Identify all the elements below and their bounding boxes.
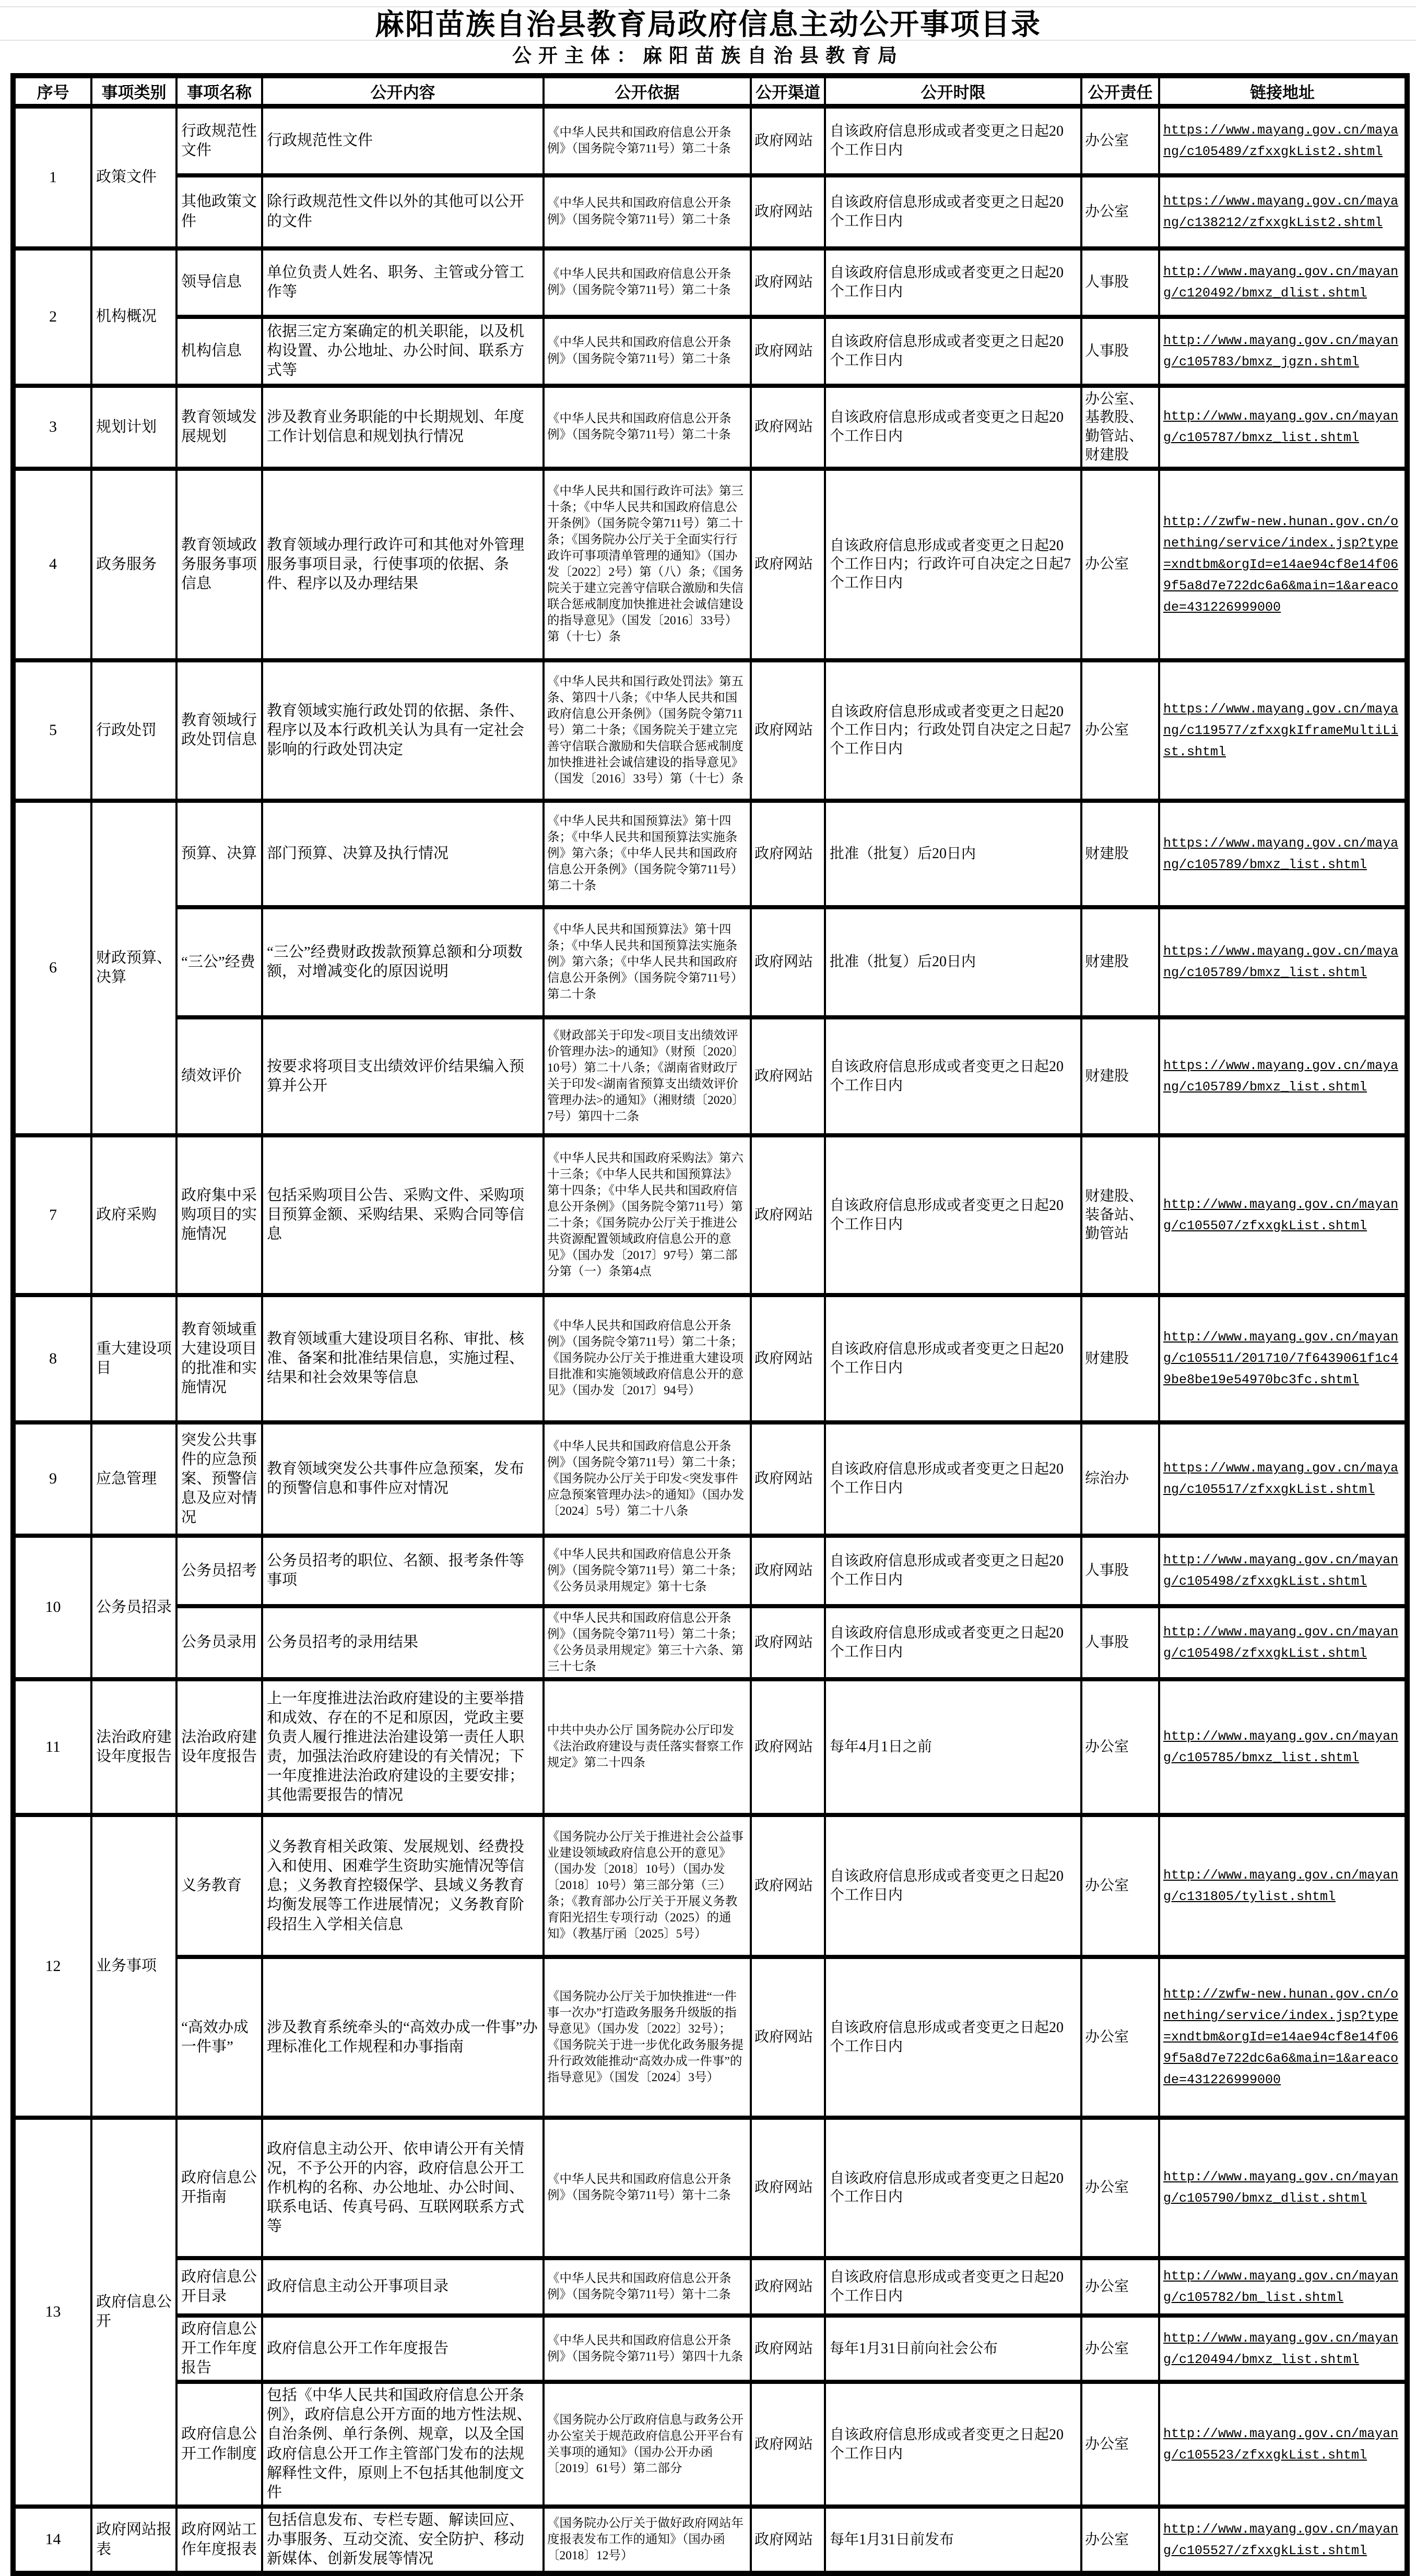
cell-channel: 政府网站: [751, 1536, 825, 1606]
cell-basis: 《中华人民共和国政府信息公开条例》（国务院令第711号）第二十条；《国务院办公厅关于印发<突发事件应急预案管理办法>的通知》（国办发〔2024〕5号）第二十八条: [544, 1422, 751, 1536]
link-url[interactable]: http://www.mayang.gov.cn/mayang/c105782/bm_list.shtml: [1163, 2268, 1399, 2305]
cell-content: 单位负责人姓名、职务、主管或分管工作等: [262, 248, 544, 317]
cell-item-name: 绩效评价: [176, 1017, 262, 1135]
table-row: [13, 175, 1407, 248]
cell-basis: 《国务院办公厅政府信息与政务公开办公室关于规范政府信息公开平台有关事项的通知》（国办公开办函〔2019〕61号）第二部分: [544, 2382, 751, 2507]
table-row: [13, 2316, 1407, 2382]
cell-deadline: 自该政府信息形成或者变更之日起20个工作日内: [825, 1815, 1081, 1957]
cell-item-name: “三公”经费: [176, 907, 262, 1017]
cell-content: 按要求将项目支出绩效评价结果编入预算并公开: [262, 1017, 544, 1135]
cell-channel: 政府网站: [751, 386, 825, 469]
cell-item-name: 机构信息: [176, 317, 262, 386]
cell-basis: 《国务院办公厅关于推进社会公益事业建设领域政府信息公开的意见》（国办发〔2018〕10号）（国办发〔2018〕10号）第三部分第（三）条；《教育部办公厅关于开展义务教育阳光招生专项行动（2025）的通知》（教基厅函〔2025〕5号）: [544, 1815, 751, 1957]
cell-item-name: 行政规范性文件: [176, 106, 262, 175]
cell-deadline: 自该政府信息形成或者变更之日起20个工作日内: [825, 2382, 1081, 2507]
table-row: [13, 660, 1407, 801]
link-url[interactable]: http://www.mayang.gov.cn/mayang/c105783/bmxz_jgzn.shtml: [1163, 333, 1399, 370]
link-url[interactable]: http://www.mayang.gov.cn/mayang/c105511/201710/7f6439061f1c49be8be19e54970bc3fc.shtml: [1163, 1329, 1399, 1388]
cell-item-name: 政府网站工作年度报表: [176, 2507, 262, 2573]
cell-category: 政府采购: [91, 1135, 176, 1295]
cell-deadline: 自该政府信息形成或者变更之日起20个工作日内；行政处罚自决定之日起7个工作日内: [825, 660, 1081, 801]
cell-content: 公务员招考的职位、名额、报考条件等事项: [262, 1536, 544, 1606]
cell-basis: 《中华人民共和国预算法》第十四条；《中华人民共和国预算法实施条例》第六条；《中华人民共和国政府信息公开条例》（国务院令第711号）第二十条: [544, 907, 751, 1017]
cell-responsible: 财建股: [1081, 1017, 1159, 1135]
cell-responsible: 人事股: [1081, 317, 1159, 386]
cell-content: 涉及教育系统牵头的“高效办成一件事”办理标准化工作规程和办事指南: [262, 1957, 544, 2118]
cell-link: [1159, 106, 1407, 175]
cell-channel: 政府网站: [751, 175, 825, 248]
cell-deadline: 自该政府信息形成或者变更之日起20个工作日内: [825, 1017, 1081, 1135]
cell-content: 政府信息主动公开、依申请公开有关情况，不予公开的内容，政府信息公开工作机构的名称、办公地址、办公时间、联系电话、传真号码、互联网联系方式等: [262, 2118, 544, 2258]
link-url[interactable]: https://www.mayang.gov.cn/mayang/c138212/zfxxgkList2.shtml: [1163, 193, 1399, 230]
cell-serial: 10: [13, 1536, 91, 1679]
cell-link: [1159, 1422, 1407, 1536]
link-url[interactable]: https://www.mayang.gov.cn/mayang/c105789/bmxz_list.shtml: [1163, 944, 1399, 981]
cell-link: [1159, 1536, 1407, 1606]
table-row: [13, 386, 1407, 469]
col-header-deadline: 公开时限: [825, 76, 1081, 106]
cell-basis: 《国务院办公厅关于做好政府网站年度报表发布工作的通知》（国办函〔2018〕12号）: [544, 2507, 751, 2573]
col-header-item-name: 事项名称: [176, 76, 262, 106]
cell-deadline: 自该政府信息形成或者变更之日起20个工作日内: [825, 1606, 1081, 1679]
cell-item-name: 政府信息公开工作制度: [176, 2382, 262, 2507]
table-row: [13, 2382, 1407, 2507]
cell-item-name: 突发公共事件的应急预案、预警信息及应对情况: [176, 1422, 262, 1536]
cell-serial: 1: [13, 106, 91, 248]
table-row: [13, 1295, 1407, 1422]
cell-responsible: 综治办: [1081, 1422, 1159, 1536]
cell-content: 政府信息公开工作年度报告: [262, 2316, 544, 2382]
cell-link: [1159, 317, 1407, 386]
document-header: [0, 0, 1416, 68]
cell-category: 重大建设项目: [91, 1295, 176, 1422]
table-row: [13, 907, 1407, 1017]
cell-link: [1159, 2507, 1407, 2573]
cell-channel: 政府网站: [751, 1017, 825, 1135]
table-row: [13, 1679, 1407, 1815]
cell-basis: 《中华人民共和国政府采购法》第六十三条；《中华人民共和国预算法》第十四条；《中华人民共和国政府信息公开条例》（国务院令第711号）第二十条；《国务院办公厅关于推进公共资源配置领域政府信息公开的意见》（国办发〔2017〕97号）第二部分第（一）条第4点: [544, 1135, 751, 1295]
cell-channel: 政府网站: [751, 2507, 825, 2573]
cell-responsible: 财建股: [1081, 1295, 1159, 1422]
link-url[interactable]: https://www.mayang.gov.cn/mayang/c105789/bmxz_list.shtml: [1163, 1058, 1399, 1095]
cell-basis: 《中华人民共和国政府信息公开条例》（国务院令第711号）第二十条: [544, 248, 751, 317]
cell-item-name: 预算、决算: [176, 801, 262, 907]
link-url[interactable]: http://www.mayang.gov.cn/mayang/c105787/bmxz_list.shtml: [1163, 409, 1399, 446]
cell-item-name: 教育领域重大建设项目的批准和实施情况: [176, 1295, 262, 1422]
table-row: [13, 1017, 1407, 1135]
cell-content: 义务教育相关政策、发展规划、经费投入和使用、困难学生资助实施情况等信息；义务教育控辍保学、县域义务教育均衡发展等工作进展情况；义务教育阶段招生入学相关信息: [262, 1815, 544, 1957]
cell-link: [1159, 1135, 1407, 1295]
table-row: [13, 2507, 1407, 2573]
table-row: [13, 2118, 1407, 2258]
cell-responsible: 人事股: [1081, 1536, 1159, 1606]
cell-responsible: 人事股: [1081, 1606, 1159, 1679]
disclosure-subject-subtitle: 公开主体：麻阳苗族自治县教育局: [512, 45, 904, 67]
cell-serial: 14: [13, 2507, 91, 2573]
cell-content: 教育领域重大建设项目名称、审批、核准、备案和批准结果信息，实施过程、结果和社会效果等信息: [262, 1295, 544, 1422]
cell-responsible: 办公室: [1081, 175, 1159, 248]
cell-basis: 《中华人民共和国政府信息公开条例》（国务院令第711号）第十二条: [544, 2118, 751, 2258]
cell-link: [1159, 1017, 1407, 1135]
link-url[interactable]: http://www.mayang.gov.cn/mayang/c105785/bmxz_list.shtml: [1163, 1728, 1399, 1765]
cell-content: 包括信息发布、专栏专题、解读回应、办事服务、互动交流、安全防护、移动新媒体、创新发展等情况: [262, 2507, 544, 2573]
cell-responsible: 办公室: [1081, 1815, 1159, 1957]
cell-serial: 8: [13, 1295, 91, 1422]
page-title: 麻阳苗族自治县教育局政府信息主动公开事项目录: [375, 8, 1041, 41]
cell-serial: 5: [13, 660, 91, 801]
col-header-category: 事项类别: [91, 76, 176, 106]
cell-link: [1159, 386, 1407, 469]
table-row: [13, 2258, 1407, 2316]
cell-basis: 中共中央办公厅 国务院办公厅印发《法治政府建设与责任落实督察工作规定》第二十四条: [544, 1679, 751, 1815]
cell-responsible: 办公室: [1081, 2507, 1159, 2573]
cell-item-name: “高效办成一件事”: [176, 1957, 262, 2118]
cell-content: 包括采购项目公告、采购文件、采购项目预算金额、采购结果、采购合同等信息: [262, 1135, 544, 1295]
cell-responsible: 办公室: [1081, 2118, 1159, 2258]
cell-channel: 政府网站: [751, 1135, 825, 1295]
table-row: [13, 469, 1407, 660]
cell-responsible: 办公室: [1081, 2258, 1159, 2316]
cell-link: [1159, 660, 1407, 801]
cell-category: 法治政府建设年度报告: [91, 1679, 176, 1815]
table-row: [13, 801, 1407, 907]
cell-channel: 政府网站: [751, 1815, 825, 1957]
cell-content: 教育领域办理行政许可和其他对外管理服务事项目录，行使事项的依据、条件、程序以及办理结果: [262, 469, 544, 660]
col-header-content: 公开内容: [262, 76, 544, 106]
cell-deadline: 批准（批复）后20日内: [825, 907, 1081, 1017]
cell-link: [1159, 2316, 1407, 2382]
cell-item-name: 领导信息: [176, 248, 262, 317]
cell-link: [1159, 2258, 1407, 2316]
cell-basis: 《中华人民共和国政府信息公开条例》（国务院令第711号）第二十条: [544, 386, 751, 469]
cell-serial: 11: [13, 1679, 91, 1815]
cell-channel: 政府网站: [751, 2316, 825, 2382]
cell-serial: 7: [13, 1135, 91, 1295]
cell-item-name: 政府信息公开目录: [176, 2258, 262, 2316]
cell-channel: 政府网站: [751, 1679, 825, 1815]
cell-deadline: 自该政府信息形成或者变更之日起20个工作日内；行政许可自决定之日起7个工作日内: [825, 469, 1081, 660]
col-header-serial: 序号: [13, 76, 91, 106]
cell-item-name: 政府集中采购项目的实施情况: [176, 1135, 262, 1295]
cell-deadline: 自该政府信息形成或者变更之日起20个工作日内: [825, 2258, 1081, 2316]
cell-deadline: 自该政府信息形成或者变更之日起20个工作日内: [825, 386, 1081, 469]
cell-channel: 政府网站: [751, 248, 825, 317]
cell-serial: 6: [13, 801, 91, 1135]
cell-channel: 政府网站: [751, 660, 825, 801]
cell-category: 政府信息公开: [91, 2118, 176, 2507]
cell-deadline: 自该政府信息形成或者变更之日起20个工作日内: [825, 1422, 1081, 1536]
cell-link: [1159, 801, 1407, 907]
link-url[interactable]: http://www.mayang.gov.cn/mayang/c105523/zfxxgkList.shtml: [1163, 2426, 1399, 2463]
cell-basis: 《中华人民共和国政府信息公开条例》（国务院令第711号）第十二条: [544, 2258, 751, 2316]
cell-responsible: 财建股: [1081, 907, 1159, 1017]
cell-channel: 政府网站: [751, 907, 825, 1017]
cell-link: [1159, 1815, 1407, 1957]
cell-category: 政府网站报表: [91, 2507, 176, 2573]
cell-responsible: 财建股: [1081, 801, 1159, 907]
cell-content: “三公”经费财政拨款预算总额和分项数额，对增减变化的原因说明: [262, 907, 544, 1017]
col-header-responsibility: 公开责任: [1081, 76, 1159, 106]
link-url[interactable]: https://www.mayang.gov.cn/mayang/c105789/bmxz_list.shtml: [1163, 835, 1399, 872]
link-url[interactable]: https://www.mayang.gov.cn/mayang/c119577/zfxxgkIframeMultiList.shtml: [1163, 701, 1399, 759]
table-row: [13, 1957, 1407, 2118]
cell-channel: 政府网站: [751, 1606, 825, 1679]
cell-content: 教育领域突发公共事件应急预案，发布的预警信息和事件应对情况: [262, 1422, 544, 1536]
cell-basis: 《中华人民共和国政府信息公开条例》（国务院令第711号）第四十九条: [544, 2316, 751, 2382]
cell-serial: 4: [13, 469, 91, 660]
cell-category: 机构概况: [91, 248, 176, 386]
cell-channel: 政府网站: [751, 2118, 825, 2258]
table-row: [13, 317, 1407, 386]
cell-responsible: 办公室: [1081, 469, 1159, 660]
table-row: [13, 1422, 1407, 1536]
cell-responsible: 办公室: [1081, 2316, 1159, 2382]
col-header-basis: 公开依据: [544, 76, 751, 106]
cell-content: 教育领域实施行政处罚的依据、条件、程序以及本行政机关认为具有一定社会影响的行政处罚决定: [262, 660, 544, 801]
cell-channel: 政府网站: [751, 106, 825, 175]
cell-content: 上一年度推进法治政府建设的主要举措和成效、存在的不足和原因，党政主要负责人履行推进法治建设第一责任人职责，加强法治政府建设的有关情况；下一年度推进法治政府建设的主要安排；其他需要报告的情况: [262, 1679, 544, 1815]
table-row: [13, 248, 1407, 317]
cell-item-name: 教育领域发展规划: [176, 386, 262, 469]
cell-content: 包括《中华人民共和国政府信息公开条例》，政府信息公开方面的地方性法规、自治条例、单行条例、规章，以及全国政府信息公开工作主管部门发布的法规解释性文件，原则上不包括其他制度文件: [262, 2382, 544, 2507]
cell-deadline: 自该政府信息形成或者变更之日起20个工作日内: [825, 248, 1081, 317]
cell-item-name: 教育领域政务服务事项信息: [176, 469, 262, 660]
cell-serial: 12: [13, 1815, 91, 2118]
cell-item-name: 公务员招考: [176, 1536, 262, 1606]
cell-basis: 《中华人民共和国行政处罚法》第五条、第四十八条；《中华人民共和国政府信息公开条例》（国务院令第711号）第二十条；《国务院关于建立完善守信联合激励和失信联合惩戒制度加快推进社会诚信建设的指导意见》（国发〔2016〕33号）第（十七）条: [544, 660, 751, 801]
cell-category: 政务服务: [91, 469, 176, 660]
cell-channel: 政府网站: [751, 801, 825, 907]
cell-serial: 13: [13, 2118, 91, 2507]
cell-deadline: 自该政府信息形成或者变更之日起20个工作日内: [825, 1536, 1081, 1606]
cell-deadline: 自该政府信息形成或者变更之日起20个工作日内: [825, 175, 1081, 248]
cell-content: 涉及教育业务职能的中长期规划、年度工作计划信息和规划执行情况: [262, 386, 544, 469]
link-url[interactable]: http://zwfw-new.hunan.gov.cn/onething/service/index.jsp?type=xndtbm&orgId=e14ae94cf8e14f069f5a8d7e722dc6a6&main=1&areacode=431226999000: [1163, 514, 1399, 615]
link-url[interactable]: http://www.mayang.gov.cn/mayang/c105527/zfxxgkList.shtml: [1163, 2521, 1399, 2558]
cell-basis: 《中华人民共和国政府信息公开条例》（国务院令第711号）第二十条；《公务员录用规定》第三十六条、第三十七条: [544, 1606, 751, 1679]
cell-channel: 政府网站: [751, 469, 825, 660]
link-url[interactable]: http://www.mayang.gov.cn/mayang/c120492/bmxz_dlist.shtml: [1163, 264, 1399, 301]
cell-link: [1159, 907, 1407, 1017]
cell-category: 应急管理: [91, 1422, 176, 1536]
cell-responsible: 办公室、基教股、勤管站、财建股: [1081, 386, 1159, 469]
cell-item-name: 公务员录用: [176, 1606, 262, 1679]
cell-link: [1159, 469, 1407, 660]
cell-responsible: 办公室: [1081, 2382, 1159, 2507]
cell-channel: 政府网站: [751, 2258, 825, 2316]
table-row: [13, 106, 1407, 175]
cell-channel: 政府网站: [751, 1957, 825, 2118]
col-header-link: 链接地址: [1159, 76, 1407, 106]
link-url[interactable]: http://www.mayang.gov.cn/mayang/c105498/zfxxgkList.shtml: [1163, 1624, 1399, 1661]
cell-responsible: 办公室: [1081, 106, 1159, 175]
cell-link: [1159, 1606, 1407, 1679]
link-url[interactable]: http://zwfw-new.hunan.gov.cn/onething/service/index.jsp?type=xndtbm&orgId=e14ae94cf8e14f069f5a8d7e722dc6a6&main=1&areacode=431226999000: [1163, 1987, 1399, 2088]
cell-item-name: 政府信息公开工作年度报告: [176, 2316, 262, 2382]
col-header-channel: 公开渠道: [751, 76, 825, 106]
cell-category: 业务事项: [91, 1815, 176, 2118]
link-url[interactable]: http://www.mayang.gov.cn/mayang/c131805/tylist.shtml: [1163, 1867, 1399, 1904]
cell-item-name: 政府信息公开指南: [176, 2118, 262, 2258]
cell-link: [1159, 175, 1407, 248]
cell-deadline: 每年1月31日前发布: [825, 2507, 1081, 2573]
cell-basis: 《中华人民共和国政府信息公开条例》（国务院令第711号）第二十条: [544, 317, 751, 386]
cell-deadline: 自该政府信息形成或者变更之日起20个工作日内: [825, 2118, 1081, 2258]
cell-link: [1159, 1679, 1407, 1815]
cell-link: [1159, 1957, 1407, 2118]
cell-content: 公务员招考的录用结果: [262, 1606, 544, 1679]
cell-serial: 2: [13, 248, 91, 386]
cell-category: 行政处罚: [91, 660, 176, 801]
cell-category: 公务员招录: [91, 1536, 176, 1679]
cell-item-name: 教育领域行政处罚信息: [176, 660, 262, 801]
cell-link: [1159, 248, 1407, 317]
cell-category: 政策文件: [91, 106, 176, 248]
cell-link: [1159, 2118, 1407, 2258]
cell-item-name: 义务教育: [176, 1815, 262, 1957]
cell-basis: 《财政部关于印发<项目支出绩效评价管理办法>的通知》（财预〔2020〕10号）第二十八条；《湖南省财政厅关于印发<湖南省预算支出绩效评价管理办法>的通知》（湘财绩〔2020〕7号）第四十二条: [544, 1017, 751, 1135]
link-url[interactable]: http://www.mayang.gov.cn/mayang/c120494/bmxz_list.shtml: [1163, 2330, 1399, 2367]
link-url[interactable]: https://www.mayang.gov.cn/mayang/c105489/zfxxgkList2.shtml: [1163, 122, 1399, 159]
cell-basis: 《中华人民共和国行政许可法》第三十条；《中华人民共和国政府信息公开条例》（国务院令第711号）第二十条；《国务院办公厅关于全面实行行政许可事项清单管理的通知》（国办发〔2022〕2号）第（八）条；《国务院关于建立完善守信联合激励和失信联合惩戒制度加快推进社会诚信建设的指导意见》（国发〔2016〕33号）第（十七）条: [544, 469, 751, 660]
link-url[interactable]: https://www.mayang.gov.cn/mayang/c105517/zfxxgkList.shtml: [1163, 1461, 1399, 1498]
cell-deadline: 自该政府信息形成或者变更之日起20个工作日内: [825, 106, 1081, 175]
cell-basis: 《中华人民共和国预算法》第十四条；《中华人民共和国预算法实施条例》第六条；《中华人民共和国政府信息公开条例》（国务院令第711号）第二十条: [544, 801, 751, 907]
cell-deadline: 自该政府信息形成或者变更之日起20个工作日内: [825, 1957, 1081, 2118]
cell-deadline: 自该政府信息形成或者变更之日起20个工作日内: [825, 317, 1081, 386]
cell-deadline: 批准（批复）后20日内: [825, 801, 1081, 907]
cell-responsible: 人事股: [1081, 248, 1159, 317]
cell-content: 部门预算、决算及执行情况: [262, 801, 544, 907]
table-row: [13, 1815, 1407, 1957]
cell-content: 行政规范性文件: [262, 106, 544, 175]
cell-serial: 3: [13, 386, 91, 469]
cell-item-name: 法治政府建设年度报告: [176, 1679, 262, 1815]
cell-basis: 《中华人民共和国政府信息公开条例》（国务院令第711号）第二十条；《国务院办公厅关于推进重大建设项目批准和实施领域政府信息公开的意见》（国办发〔2017〕94号）: [544, 1295, 751, 1422]
cell-channel: 政府网站: [751, 1422, 825, 1536]
cell-basis: 《中华人民共和国政府信息公开条例》（国务院令第711号）第二十条: [544, 175, 751, 248]
link-url[interactable]: http://www.mayang.gov.cn/mayang/c105498/zfxxgkList.shtml: [1163, 1552, 1399, 1589]
cell-responsible: 办公室: [1081, 1957, 1159, 2118]
cell-link: [1159, 2382, 1407, 2507]
cell-content: 依据三定方案确定的机关职能，以及机构设置、办公地址、办公时间、联系方式等: [262, 317, 544, 386]
cell-category: 财政预算、决算: [91, 801, 176, 1135]
cell-channel: 政府网站: [751, 2382, 825, 2507]
disclosure-items-table: [10, 73, 1410, 2576]
cell-category: 规划计划: [91, 386, 176, 469]
cell-serial: 9: [13, 1422, 91, 1536]
cell-responsible: 办公室: [1081, 1679, 1159, 1815]
cell-channel: 政府网站: [751, 1295, 825, 1422]
cell-deadline: 每年1月31日前向社会公布: [825, 2316, 1081, 2382]
cell-basis: 《中华人民共和国政府信息公开条例》（国务院令第711号）第二十条；《公务员录用规定》第十七条: [544, 1536, 751, 1606]
cell-link: [1159, 1295, 1407, 1422]
cell-basis: 《国务院办公厅关于加快推进“一件事一次办”打造政务服务升级版的指导意见》（国办发〔2022〕32号）；《国务院关于进一步优化政务服务提升行政效能推动“高效办成一件事”的指导意见》（国发〔2024〕3号）: [544, 1957, 751, 2118]
table-row: [13, 1135, 1407, 1295]
cell-deadline: 自该政府信息形成或者变更之日起20个工作日内: [825, 1295, 1081, 1422]
cell-content: 政府信息主动公开事项目录: [262, 2258, 544, 2316]
cell-deadline: 每年4月1日之前: [825, 1679, 1081, 1815]
link-url[interactable]: http://www.mayang.gov.cn/mayang/c105790/bmxz_dlist.shtml: [1163, 2169, 1399, 2206]
cell-responsible: 财建股、装备站、勤管站: [1081, 1135, 1159, 1295]
cell-item-name: 其他政策文件: [176, 175, 262, 248]
link-url[interactable]: http://www.mayang.gov.cn/mayang/c105507/zfxxgkList.shtml: [1163, 1196, 1399, 1233]
cell-content: 除行政规范性文件以外的其他可以公开的文件: [262, 175, 544, 248]
cell-basis: 《中华人民共和国政府信息公开条例》（国务院令第711号）第二十条: [544, 106, 751, 175]
table-row: [13, 1606, 1407, 1679]
table-row: [13, 1536, 1407, 1606]
table-header-row: [13, 76, 1407, 106]
cell-deadline: 自该政府信息形成或者变更之日起20个工作日内: [825, 1135, 1081, 1295]
cell-channel: 政府网站: [751, 317, 825, 386]
cell-responsible: 办公室: [1081, 660, 1159, 801]
